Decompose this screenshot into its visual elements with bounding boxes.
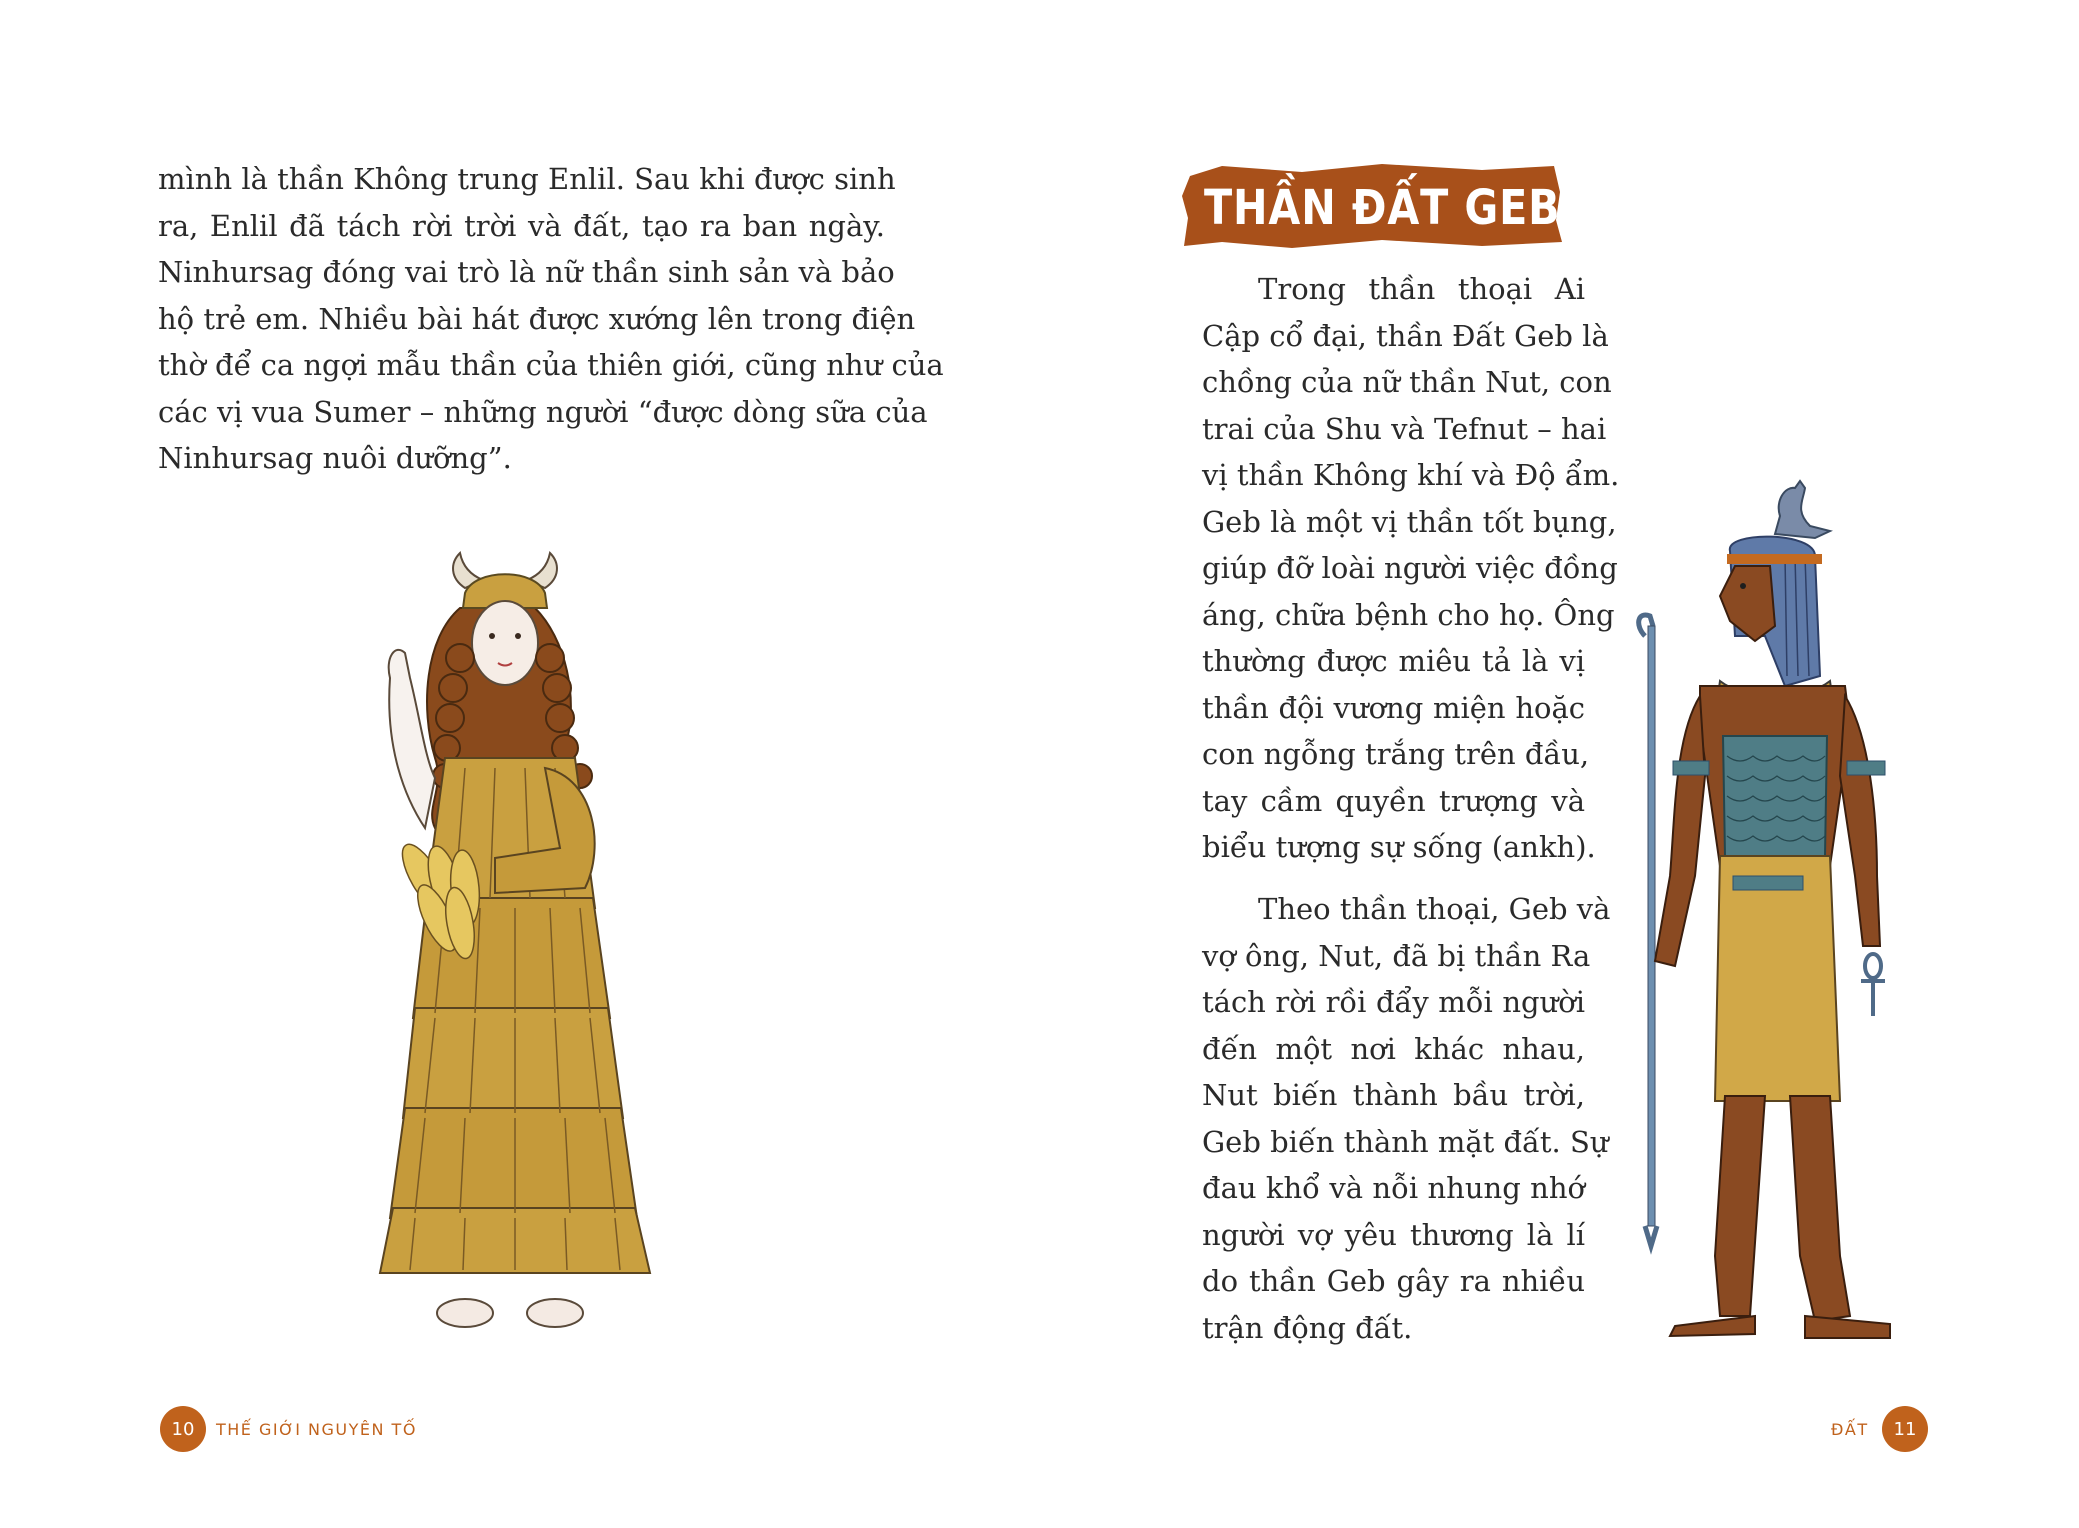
text-line: Ninhursag đóng vai trò là nữ thần sinh sản và bảo (158, 255, 895, 289)
text-line: trận động đất. (1202, 1310, 1413, 1345)
ninhursag-illustration (365, 548, 715, 1338)
footer-book-title: THẾ GIỚI NGUYÊN TỐ (216, 1420, 417, 1439)
text-line: thần đội vương miện hoặc (1202, 690, 1585, 725)
geb-illustration (1615, 476, 1935, 1346)
section-title: THẦN ĐẤT GEB (1204, 180, 1561, 236)
geb-paragraph-2 (1202, 886, 1611, 1351)
section-heading (1182, 162, 1564, 248)
text-line: Trong thần thoại Ai (1258, 272, 1585, 306)
text-line: giúp đỡ loài người việc đồng (1202, 551, 1618, 585)
text-line: Ninhursag nuôi dưỡng”. (158, 441, 512, 475)
text-line: Theo thần thoại, Geb và (1258, 892, 1611, 926)
footer-chapter-title: ĐẤT (1831, 1420, 1869, 1439)
text-line: mình là thần Không trung Enlil. Sau khi được sinh (158, 162, 896, 196)
text-line: thường được miêu tả là vị (1202, 644, 1585, 678)
text-line: đau khổ và nỗi nhung nhớ (1202, 1171, 1585, 1205)
intro-paragraph (158, 156, 944, 482)
text-line: hộ trẻ em. Nhiều bài hát được xướng lên trong điện (158, 301, 916, 336)
text-line: chồng của nữ thần Nut, con (1202, 365, 1612, 399)
text-line: ra, Enlil đã tách rời trời và đất, tạo ra ban ngày. (158, 208, 885, 243)
text-line: Geb là một vị thần tốt bụng, (1202, 504, 1617, 539)
text-line: áng, chữa bệnh cho họ. Ông (1202, 597, 1615, 632)
text-line: thờ để ca ngợi mẫu thần của thiên giới, cũng như của (158, 348, 944, 382)
text-line: vị thần Không khí và Độ ẩm. (1202, 458, 1620, 492)
text-line: do thần Geb gây ra nhiều (1202, 1264, 1585, 1298)
page-number-right: 11 (1882, 1406, 1928, 1452)
geb-paragraph-1 (1202, 266, 1620, 871)
text-line: vợ ông, Nut, đã bị thần Ra (1202, 938, 1591, 973)
text-line: tách rời rồi đẩy mỗi người (1202, 985, 1585, 1019)
text-line: tay cầm quyền trượng và (1202, 783, 1585, 818)
text-line: biểu tượng sự sống (ankh). (1202, 830, 1596, 864)
page-number-left: 10 (160, 1406, 206, 1452)
text-line: đến một nơi khác nhau, (1202, 1031, 1585, 1066)
text-line: Cập cổ đại, thần Đất Geb là (1202, 318, 1609, 353)
text-line: Geb biến thành mặt đất. Sự (1202, 1124, 1609, 1159)
text-line: trai của Shu và Tefnut – hai (1202, 411, 1607, 446)
text-line: con ngỗng trắng trên đầu, (1202, 737, 1590, 771)
text-line: Nut biến thành bầu trời, (1202, 1078, 1585, 1112)
text-line: các vị vua Sumer – những người “được dòng sữa của (158, 394, 928, 429)
text-line: người vợ yêu thương là lí (1202, 1217, 1585, 1252)
